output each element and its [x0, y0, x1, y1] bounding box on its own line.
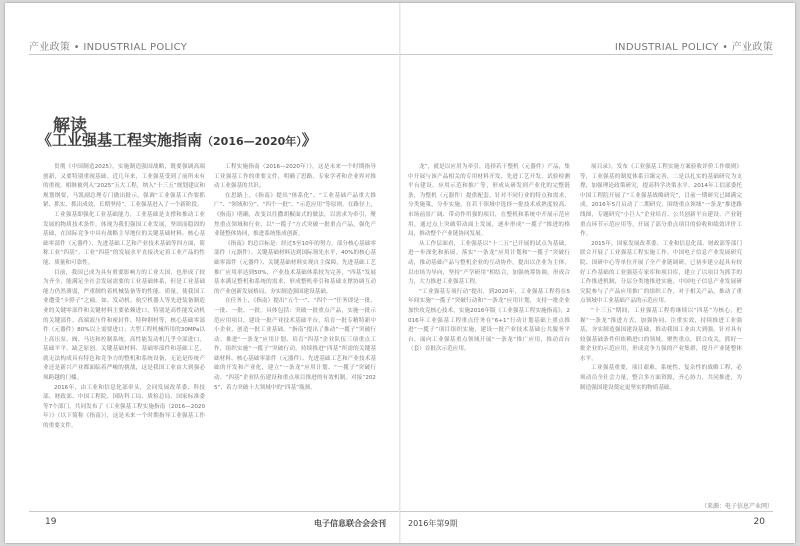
- paragraph: 2015年，国家发展改革委、工业和信息化部、财政部等部门联合开展了工业强基工程实施工作。中国电子信息产业发展研究院、国研中心等单位开展了全产业链调研，已初步建立起具有较好工作基础的工业强基专家库和项目库，建立了以项目为抓手的工作推进机制，分层分类地推进实施。中国电子信息产业发展研究院参与了产品应用推广的组织工作，对于相关产品，推动了重点领域中工业基础产品的示范应用。: [580, 240, 742, 305]
- issue-date: 2016年第9期: [408, 519, 458, 528]
- publication-name: 电子信息联合会会刊: [314, 519, 386, 528]
- paragraph: 2016年，由工业和信息化部牵头，会同发展改革委、科技部、财政部、中国工程院、国防科工局、质检总局、国家标准委等7个部门，共同发布了《工业强基工程实施指南（2016—2020年）》（以下简称《指南》），这是未来一个时期指导工业强基工作的重要文件。: [43, 384, 205, 430]
- left-page: [5, 3, 400, 543]
- paragraph: 在任务上，《指南》提出“五个一”、“四个一”任务即是一批、一批、一批、一批。具体包括：突破一批重点产品，实施一批示范应用项目，建设一批产业技术基础平台，培育一批专精特新中小企业，创造一批工业基础。“指南”提出了推动“一揽子”突破行动、推进“一条龙”应用计划、培育“四基”企业队伍三项重点工作，组织实施“一揽子”突破行动，持续推进“四基”所需的关键基础材料、核心基础零部件（元器件）、先进基础工艺和产业技术基础的开发和产业化，建立“一条龙”应用计划、“一揽子”突破行动、“四基”企业队伍建设和重点项目推进的有效机制。对接“2025”，着力突破十大领域中的“四基”瓶颈。: [214, 298, 376, 391]
- footer-rule-right: [400, 511, 773, 512]
- header-rule-left: [29, 54, 400, 55]
- paragraph: 展目录》，发布《工业强基工程实施方案验收评价工作细则》等，工业强基的制度体系日臻完善，二是以扎实的基础研究为支撑，加强理论政策研究，提高科学决策水平。2014年工信部委托中国工程院开展了“工业强基战略研究”，目前一期研究已圆满完成。2016年5月启动了二期研究，围绕重点领域“一条龙”推进路线图，专题研究“小巨人”企业培育、公共创新平台建设、产业链重点环节示范应用等，开展了部分重点项目的验收和绩效评价工作。: [580, 164, 742, 238]
- title-year: （2016—2020年）: [202, 135, 302, 148]
- paragraph: 从工作层面看，工业强基以“十二五”已开展的试点为基础，进一步深化和拓展。落实“一条龙”应用计划和“一揽子”突破行动，推动基础产品与整机企业的互动协作。提出以企业为主体，以市场为导向，坚持“产学研用”相结合，加强统筹协调，形成合力，大力推进工业强基工程。: [408, 240, 570, 286]
- title-close: 》: [301, 131, 317, 149]
- paragraph: 工业强基重要，项目艰难，系统性、复杂性的战略工程，必须动员全社会力量，整合多方面资源，齐心协力，共同推进，为制造强国建设奠定更坚实的物质基础。: [580, 365, 742, 391]
- paragraph: 龙”，就是以应用为牵引，选择若干整机（元器件）产品，集中开展与该产品相关的专用材料开发、先进工艺开发、试验检测平台建设、应用示范和推广等，形成从研发到产业化的完整链条，为整机（元器件）提供配套。针对不同行业的特点和需求，分类施策，分步实施，在若干领域中选择一批技术成熟度较高、市场前景广阔、带动作用强的项目，在整机和系统中开展示范应用，通过点上突破带动面上发展，逐步形成“一揽子”推进的格局，推动整个产业链协同发展。: [408, 164, 570, 238]
- paragraph: 工程实施指南（2016—2020年）》。这是未来一个时期指导工业强基工作的重要文件，明确了思路、专家学者和企业界对推动工业强基的共识。: [214, 164, 376, 190]
- page-number-right: 20: [753, 517, 765, 527]
- paragraph: “十三五”期间，工业强基工程将继续以“四基”为核心，把握“一条龙”推进方式，加强协同、注重实效，持续推进工业强基，夯实制造强国建设基础，推动我国工业由大到强。针对具有较强基础条件但依赖进口的领域，聚焦重点，联合攻关，抓好一批企业的示范应用，形成竞争力强的产业集群，提升产业链整体水平。: [580, 307, 742, 362]
- article-title: [37, 129, 317, 150]
- footer-rule-left: [29, 511, 400, 512]
- body-column-3: [408, 163, 570, 355]
- magazine-spread: [5, 3, 795, 543]
- header-rule-right: [400, 54, 773, 55]
- running-head-right: INDUSTRIAL POLICY • 产业政策: [614, 42, 773, 53]
- paragraph: “工业强基专项行动”提出，到2020年，工业强基工程将在5年间实施“一揽子”突破行动和“一条龙”应用计划，支持一批企业加快攻克核心技术，实施2016年版《工业强基工程实施指南》，2016年工业强基工程重点任务在“6+1”行动计划基础上重点推进“一揽子”项目组织实施，建设一批产业技术基础公共服务平台，面向工业强基重点领域开展“一条龙”推广应用，推动首台（套）首批次示范应用。: [408, 288, 570, 353]
- body-column-4: [580, 163, 742, 393]
- paragraph: 工业强基即强化工业基础能力，工业基础是支撑和推动工业发展的物质技术条件，体现为我们强国工业发展，坚固而稳固的基础，在国际竞争中具有战略主导地位的关键基础材料、核心基础零部件（元器件）、先进基础工艺和产业技术基础等四方面，简称工业“四基”。工业“四基”的发展水平直接决定着工业产品的性能、质量和可靠性。: [43, 211, 205, 266]
- title-main: 《工业强基工程实施指南: [37, 131, 203, 149]
- source-credit: （来源：电子信息产业网）: [700, 503, 773, 510]
- body-column-2: [214, 163, 376, 393]
- page-number-left: 19: [45, 517, 57, 527]
- body-column-1: [43, 163, 205, 432]
- paragraph: 贯彻《中国制造2025》，实施制造强国战略，既要强调高端创新，又要特别重视基础。近几年来，工业强基受到了前所未有的重视，相继被列入“2025”五大工程，纳入“十三五”规划建议和规划纲要，马凯副总理专门做出批示，强调“工业强基工作要抓紧、抓实、抓出成效，长期坚持”，工业强基进入了一个新阶段。: [43, 164, 205, 209]
- running-head-left: 产业政策 • INDUSTRIAL POLICY: [29, 42, 188, 53]
- article-kicker: 解读: [53, 116, 87, 136]
- paragraph: 《指南》的总目标是：经过5至10年的努力，部分核心基础零部件（元器件）、关键基础材料达到国际领先水平，40%的核心基础零部件（元器件）、关键基础材料实现自主保障，先进基础工艺推广应用率达到50%，产业技术基础体系较为完善，“四基”发展基本满足整机和系统的需求，形成整机牵引和基础支撑协调互动的产业创新发展格局，夯实制造强国建设基础。: [214, 240, 376, 295]
- paragraph: 目前，我国已成为具有重要影响力的工业大国，也形成了较为齐全、能满足全社会发展需要的工业基础体系，但是工业基础能力仍然薄弱，严重制约着机械装备等的性能、质量，使我国工业遭受“卡脖子”之痛。如，发动机、航空机器人等先进装备制造业的关键零部件和关键材料主要依赖进口，特别是高性能发动机的关键部件、高端液压件和密封件、特种钢材等，核心基础零部件（元器件）80%以上需要进口；大型工程机械所用的30MPa以上高压泵、阀、马达和控制系统，高性能发动机几乎全部进口，基础平平、缺乏原创，关键基础材料、基础零部件和基础工艺，就无法构成具有特色和竞争力的整机和系统设备，无论是传统产业还是新兴产业都面临着严峻的挑战，这是我国工业由大到强必须跨越的门槛。: [43, 269, 205, 382]
- right-page: [400, 3, 795, 543]
- paragraph: 在思路上，《指南》提出“体系化”、“工业基础产品重大推广”、“领域和分”、“四个一批”、“示范应用”等原则。在路径上，《指南》明确，改变以往撒胡椒面式的做法，以需求为牵引，聚焦重点领域和行业，以“一揽子”方式突破一批重点产品，强化产业链整体协同，推进系统集成创新。: [214, 192, 376, 238]
